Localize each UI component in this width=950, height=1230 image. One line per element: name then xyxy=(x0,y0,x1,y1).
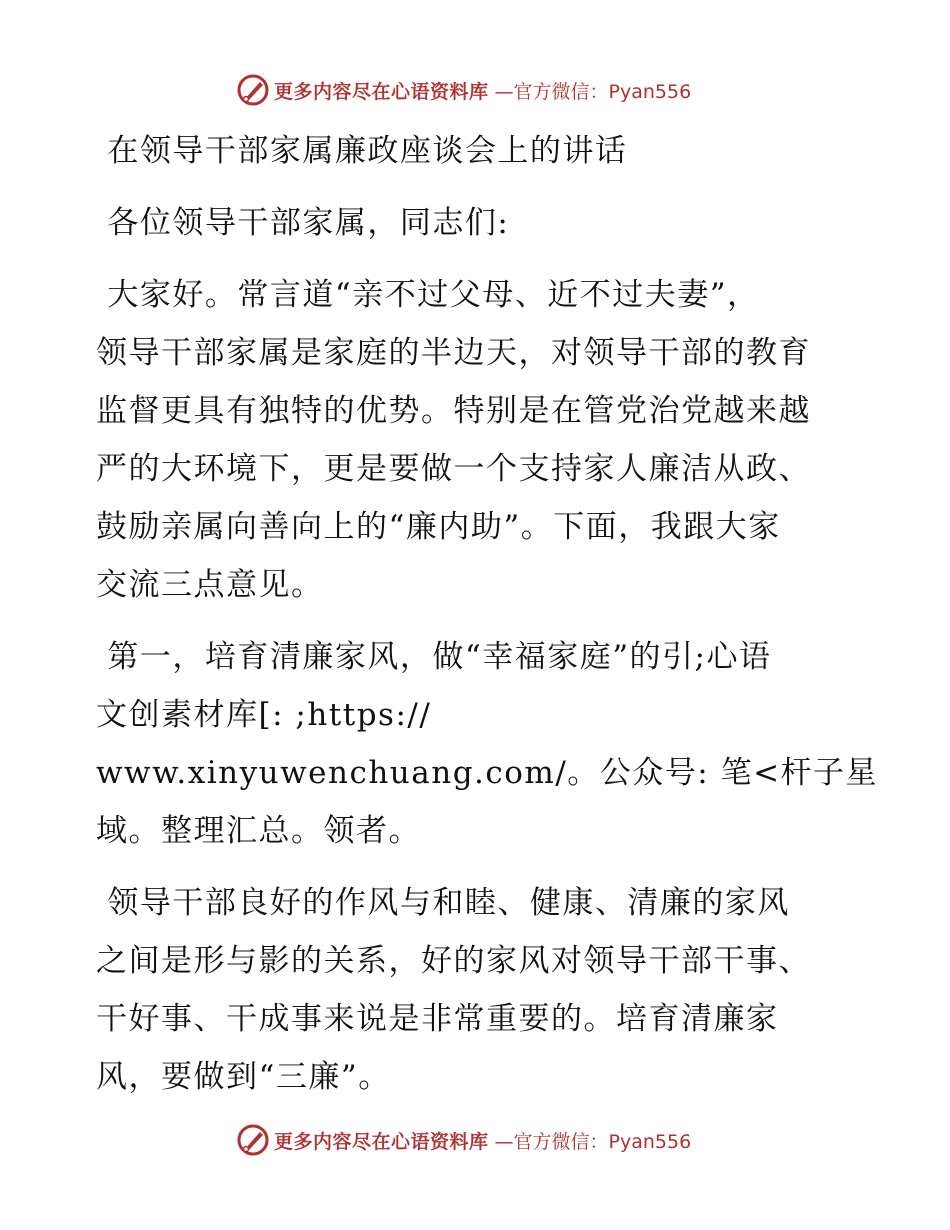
quill-logo-icon xyxy=(236,1123,270,1157)
watermark-text: 更多内容尽在心语资料库 xyxy=(274,80,489,103)
header-watermark xyxy=(236,72,691,108)
paragraph xyxy=(96,628,879,860)
watermark-contact: —官方微信：Pyan556 xyxy=(494,1130,692,1153)
text-line: 文创素材库[: ;https:// xyxy=(96,697,432,733)
text-line: 鼓励亲属向善向上的“廉内助”。下面，我跟大家 xyxy=(96,509,781,545)
text-line: 领导干部家属是家庭的半边天，对领导干部的教育 xyxy=(96,335,811,371)
document-title xyxy=(96,122,852,180)
text-line: 领导干部良好的作风与和睦、健康、清廉的家风 xyxy=(96,885,790,921)
text-line: www.xinyuwenchuang.com/。公众号: 笔<杆子星 xyxy=(96,755,879,791)
footer-watermark xyxy=(236,1122,691,1158)
text-line: 交流三点意见。 xyxy=(96,567,324,603)
watermark-contact: —官方微信：Pyan556 xyxy=(494,80,692,103)
text-line: 第一，培育清廉家风，做“幸福家庭”的引;心语 xyxy=(96,639,772,675)
text-line: 之间是形与影的关系，好的家风对领导干部干事、 xyxy=(96,943,811,979)
document-body xyxy=(96,122,879,1106)
paragraph xyxy=(96,874,852,1106)
quill-logo-icon xyxy=(236,73,270,107)
paragraph xyxy=(96,266,852,614)
text-line: 监督更具有独特的优势。特别是在管党治党越来越 xyxy=(96,393,811,429)
text-line: 干好事、干成事来说是非常重要的。培育清廉家 xyxy=(96,1001,779,1037)
text-line: 风，要做到“三廉”。 xyxy=(96,1059,391,1095)
text-line: 大家好。常言道“亲不过父母、近不过夫妻”， xyxy=(96,277,760,313)
text-line: 在领导干部家属廉政座谈会上的讲话 xyxy=(96,133,628,169)
text-line: 各位领导干部家属，同志们: xyxy=(96,205,510,241)
salutation xyxy=(96,194,852,252)
text-line: 严的大环境下，更是要做一个支持家人廉洁从政、 xyxy=(96,451,811,487)
text-line: 域。整理汇总。领者。 xyxy=(96,813,421,849)
watermark-text: 更多内容尽在心语资料库 xyxy=(274,1130,489,1153)
